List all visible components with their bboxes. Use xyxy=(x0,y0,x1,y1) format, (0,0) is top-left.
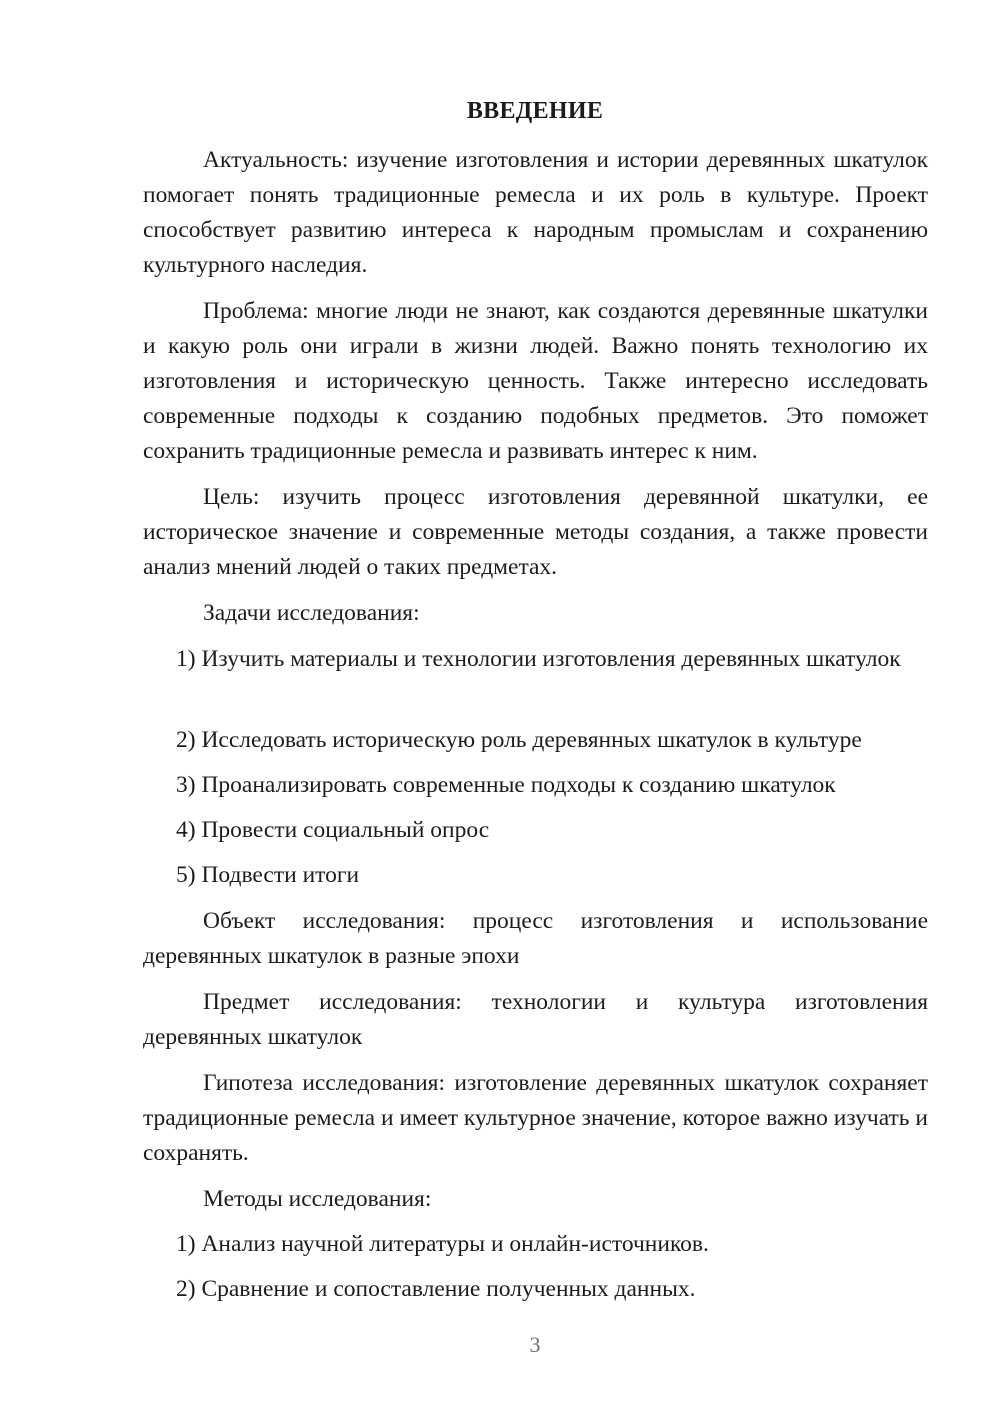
task-item-1: 1) Изучить материалы и технологии изготовления деревянных шкатулок xyxy=(176,646,901,672)
paragraph-hypothesis: Гипотеза исследования: изготовление деревянных шкатулок сохраняет традиционные ремесла и имеет культурное значение, которое важно изучать и сохранять. xyxy=(143,1070,928,1166)
task-item-5: 5) Подвести итоги xyxy=(176,862,360,888)
method-item-2: 2) Сравнение и сопоставление полученных данных. xyxy=(176,1276,696,1302)
methods-title: Методы исследования: xyxy=(203,1186,432,1212)
task-item-4: 4) Провести социальный опрос xyxy=(176,817,490,843)
paragraph-problem: Проблема: многие люди не знают, как создаются деревянные шкатулки и какую роль они играли в жизни людей. Важно понять технологию их изготовления и историческую ценность. Также интересно исследовать современные подходы к созданию подобных предметов. Это поможет сохранить традиционные ремесла и развивать интерес к ним. xyxy=(143,298,928,464)
paragraph-goal: Цель: изучить процесс изготовления деревянной шкатулки, ее историческое значение и современные методы создания, а также провести анализ мнений людей о таких предметах. xyxy=(143,484,928,580)
task-item-3: 3) Проанализировать современные подходы к созданию шкатулок xyxy=(176,772,836,798)
method-item-1: 1) Анализ научной литературы и онлайн-источников. xyxy=(176,1231,709,1257)
page-number: 3 xyxy=(529,1332,541,1357)
paragraph-relevance: Актуальность: изучение изготовления и истории деревянных шкатулок помогает понять традиционные ремесла и их роль в культуре. Проект способствует развитию интереса к народным промыслам и сохранению культурного наследия. xyxy=(143,147,928,278)
section-heading: ВВЕДЕНИЕ xyxy=(466,98,604,124)
paragraph-object: Объект исследования: процесс изготовления и использование деревянных шкатулок в разные эпохи xyxy=(143,908,928,969)
paragraph-subject: Предмет исследования: технологии и культура изготовления деревянных шкатулок xyxy=(143,989,928,1050)
task-item-2: 2) Исследовать историческую роль деревянных шкатулок в культуре xyxy=(176,727,862,753)
tasks-title: Задачи исследования: xyxy=(203,600,420,626)
